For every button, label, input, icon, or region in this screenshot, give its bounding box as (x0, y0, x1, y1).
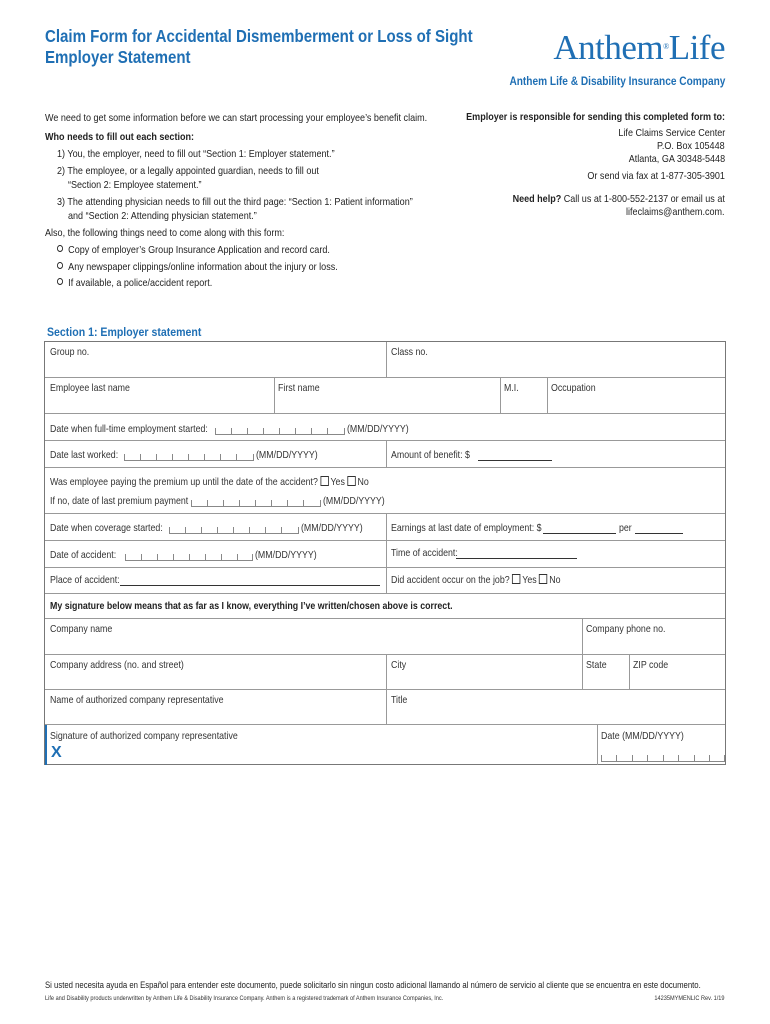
attachment-item: Copy of employer’s Group Insurance Application and record card. (57, 243, 330, 257)
amount-benefit-input[interactable] (478, 460, 552, 461)
bullet-icon (57, 278, 63, 285)
state-field[interactable]: State (586, 659, 607, 671)
date-format-hint: (MM/DD/YYYY) (347, 423, 409, 435)
who-heading: Who needs to fill out each section: (45, 131, 195, 143)
form-title-line2: Employer Statement (45, 47, 191, 67)
class-no-field[interactable]: Class no. (391, 346, 428, 358)
last-worked-date-input[interactable] (124, 450, 254, 461)
anthem-life-logo (553, 28, 725, 68)
instruction-3a: 3) The attending physician needs to fill out the third page: “Section 1: Patient information” (57, 196, 413, 208)
employer-statement-form (44, 341, 726, 765)
legal-notice: Life and Disability products underwritten by Anthem Life & Disability Insurance Company. Anthem is a registered trademark of Anthem Insurance Companies, Inc. (45, 995, 444, 1002)
row-names (45, 378, 725, 414)
accident-place-input[interactable] (120, 585, 380, 586)
bullet-icon (57, 262, 63, 269)
form-title-line1: Claim Form for Accidental Dismemberment or Loss of Sight (45, 26, 473, 46)
signature-statement: My signature below means that as far as I know, everything I’ve written/chosen above is correct. (50, 600, 453, 612)
help-text: Need help? Call us at 1-800-552-2137 or email us at (512, 193, 725, 205)
date-format-hint: (MM/DD/YYYY) (323, 495, 385, 507)
company-name-field[interactable]: Company name (50, 623, 113, 635)
last-premium-label: If no, date of last premium payment (50, 495, 189, 507)
row-signature-statement (45, 594, 725, 619)
send-address-2: P.O. Box 105448 (657, 140, 725, 152)
row-premium (45, 468, 725, 514)
row-accident-place (45, 568, 725, 594)
earnings-input[interactable] (543, 533, 616, 534)
group-no-field[interactable]: Group no. (50, 346, 90, 358)
logo-word-anthem: Anthem (553, 28, 664, 67)
premium-question: Was employee paying the premium up until the date of the accident? Yes No (50, 476, 369, 488)
logo-word-life: Life (668, 28, 725, 67)
row-coverage (45, 514, 725, 541)
coverage-start-date-input[interactable] (169, 523, 299, 534)
date-format-hint: (MM/DD/YYYY) (256, 449, 318, 461)
middle-initial-field[interactable]: M.I. (504, 382, 519, 394)
send-address-1: Life Claims Service Center (618, 127, 725, 139)
on-job-yes-checkbox[interactable] (512, 574, 520, 584)
employee-last-name-field[interactable]: Employee last name (50, 382, 130, 394)
row-accident-date (45, 541, 725, 568)
company-name: Anthem Life & Disability Insurance Company (509, 76, 725, 88)
send-fax: Or send via fax at 1-877-305-3901 (587, 170, 725, 182)
on-job-question: Did accident occur on the job? Yes No (391, 574, 561, 586)
section1-title: Section 1: Employer statement (47, 325, 202, 339)
zip-field[interactable]: ZIP code (633, 659, 669, 671)
company-phone-field[interactable]: Company phone no. (586, 623, 666, 635)
spanish-notice: Si usted necesita ayuda en Español para entender este documento, puede solicitarlo sin ningun costo adicional llamando al número de servicio al cliente que se encuentra en este documento. (45, 980, 701, 990)
signature-x-mark: X (51, 744, 62, 761)
form-title (45, 26, 473, 68)
rep-signature-label: Signature of authorized company representative (50, 730, 238, 742)
on-job-no-checkbox[interactable] (539, 574, 547, 584)
signature-date-label: Date (MM/DD/YYYY) (601, 730, 684, 742)
instruction-2a: 2) The employee, or a legally appointed guardian, needs to fill out (57, 165, 319, 177)
attachment-item: If available, a police/accident report. (57, 276, 212, 290)
row-signature (45, 725, 725, 765)
row-last-worked (45, 441, 725, 468)
last-premium-date-input[interactable] (191, 496, 321, 507)
rep-name-field[interactable]: Name of authorized company representative (50, 694, 224, 706)
instruction-1: 1) You, the employer, need to fill out “Section 1: Employer statement.” (57, 148, 335, 160)
accident-date-input[interactable] (125, 550, 253, 561)
help-email[interactable]: lifeclaims@anthem.com. (626, 206, 725, 218)
row-group-class (45, 342, 725, 378)
per-label: per (619, 522, 632, 534)
signature-input[interactable] (51, 733, 591, 763)
row-address (45, 655, 725, 690)
premium-yes-checkbox[interactable] (320, 476, 328, 486)
accident-date-label: Date of accident: (50, 549, 117, 561)
rep-title-field[interactable]: Title (391, 694, 408, 706)
company-address-field[interactable]: Company address (no. and street) (50, 659, 184, 671)
row-employment-date (45, 414, 725, 441)
last-worked-label: Date last worked: (50, 449, 119, 461)
amount-benefit-label: Amount of benefit: $ (391, 449, 470, 461)
employment-start-label: Date when full-time employment started: (50, 423, 208, 435)
row-representative (45, 690, 725, 725)
date-format-hint: (MM/DD/YYYY) (301, 522, 363, 534)
first-name-field[interactable]: First name (278, 382, 320, 394)
coverage-start-label: Date when coverage started: (50, 522, 163, 534)
attachment-item: Any newspaper clippings/online information about the injury or loss. (57, 260, 338, 274)
form-code: 14235MYMENLIC Rev. 1/19 (654, 995, 725, 1002)
also-text: Also, the following things need to come along with this form: (45, 227, 285, 239)
intro-lead: We need to get some information before we can start processing your employee’s benefit claim. (45, 112, 428, 124)
city-field[interactable]: City (391, 659, 407, 671)
date-format-hint: (MM/DD/YYYY) (255, 549, 317, 561)
earnings-period-input[interactable] (635, 533, 683, 534)
accident-place-label: Place of accident: (50, 574, 120, 586)
row-company (45, 619, 725, 655)
bullet-icon (57, 245, 63, 252)
accident-time-input[interactable] (456, 558, 577, 559)
premium-no-checkbox[interactable] (347, 476, 355, 486)
send-address-3: Atlanta, GA 30348-5448 (628, 153, 725, 165)
employment-start-date-input[interactable] (215, 424, 345, 435)
instruction-3b: and “Section 2: Attending physician statement.” (68, 210, 257, 222)
instruction-2b: “Section 2: Employee statement.” (68, 179, 202, 191)
signature-date-input[interactable] (601, 751, 725, 762)
earnings-label: Earnings at last date of employment: $ (391, 522, 542, 534)
send-heading: Employer is responsible for sending this completed form to: (466, 111, 725, 123)
occupation-field[interactable]: Occupation (551, 382, 596, 394)
logo-registered-mark: ® (663, 42, 669, 51)
accident-time-label: Time of accident: (391, 547, 458, 559)
